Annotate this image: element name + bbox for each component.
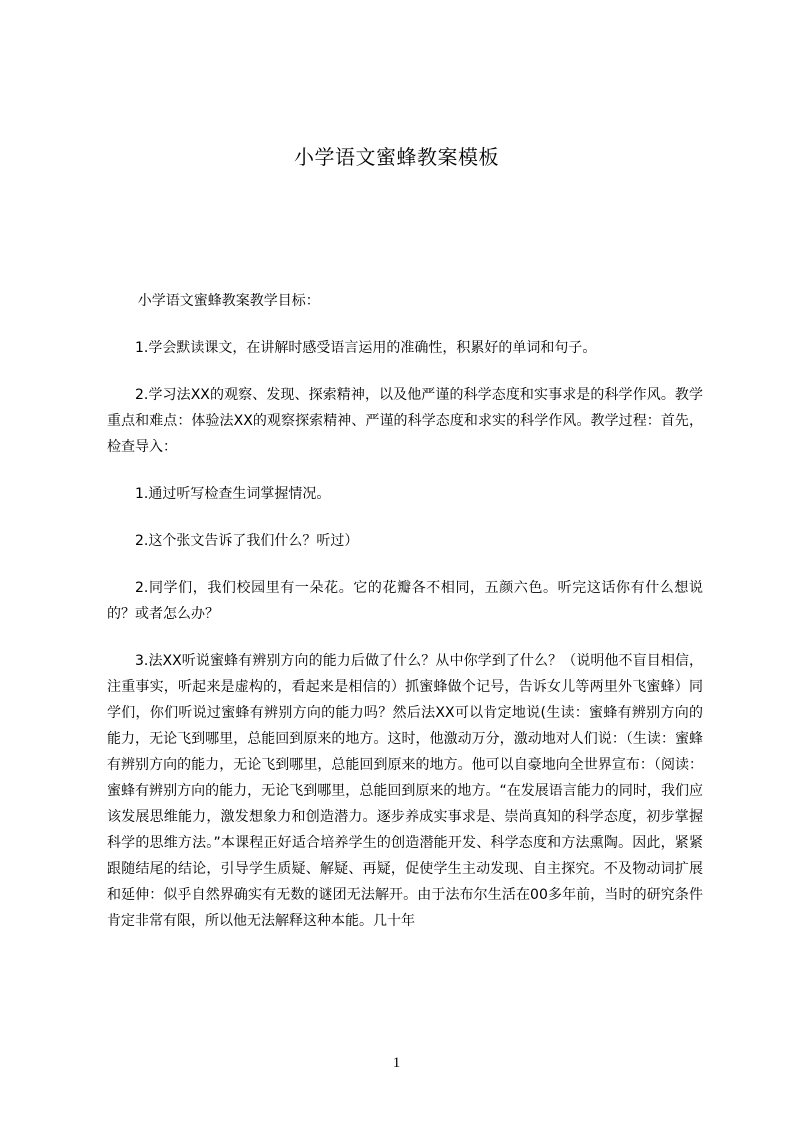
paragraph-step-flower: 2.同学们，我们校园里有一朵花。它的花瓣各不相同，五颜六色。听完这话你有什么想说的？或者怎么办？	[107, 580, 703, 622]
page-number: 1	[392, 1055, 401, 1071]
paragraph-objective-2: 2.学习法XX的观察、发现、探索精神，以及他严谨的科学态度和实事求是的科学作风。教学重点和难点：体验法XX的观察探索精神、严谨的科学态度和求实的科学作风。教学过程：首先，检查导入：	[107, 387, 703, 455]
paragraph-objectives-heading: 小学语文蜜蜂教案教学目标：	[137, 293, 320, 309]
document-title: 小学语文蜜蜂教案模板	[294, 145, 499, 169]
paragraph-step-question: 2.这个张文告诉了我们什么？听过）	[135, 533, 359, 549]
paragraph-step-bees: 3.法XX听说蜜蜂有辨别方向的能力后做了什么？从中你学到了什么？（说明他不盲目相信，注重事实，听起来是虚构的，看起来是相信的）抓蜜蜂做个记号，告诉女儿等两里外飞蜜蜂）同学们，你们听说过蜜蜂有辨别方向的能力吗？然后法XX可以肯定地说(生读：蜜蜂有辨别方向的能力，无论飞到哪里，总能回到原来的地方。这时，他激动万分，激动地对人们说：（生读：蜜蜂有辨别方向的能力，无论飞到哪里，总能回到原来的地方。他可以自豪地向全世界宣布：（阅读：蜜蜂有辨别方向的能力，无论飞到哪里，总能回到原来的地方。“在发展语言能力的同时，我们应该发展思维能力，激发想象力和创造潜力。逐步养成实事求是、崇尚真知的科学态度，初步掌握科学的思维方法。”本课程正好适合培养学生的创造潜能开发、科学态度和方法熏陶。因此，紧紧跟随结尾的结论，引导学生质疑、解疑、再疑，促使学生主动发现、自主探究。不及物动词扩展和延伸：似乎自然界确实有无数的谜团无法解开。由于法布尔生活在00多年前，当时的研究条件肯定非常有限，所以他无法解释这种本能。几十年	[107, 653, 703, 929]
document-body	[107, 288, 703, 955]
paragraph-step-dictation: 1.通过听写检查生词掌握情况。	[135, 486, 331, 502]
paragraph-objective-1: 1.学会默读课文，在讲解时感受语言运用的准确性，积累好的单词和句子。	[135, 340, 597, 356]
